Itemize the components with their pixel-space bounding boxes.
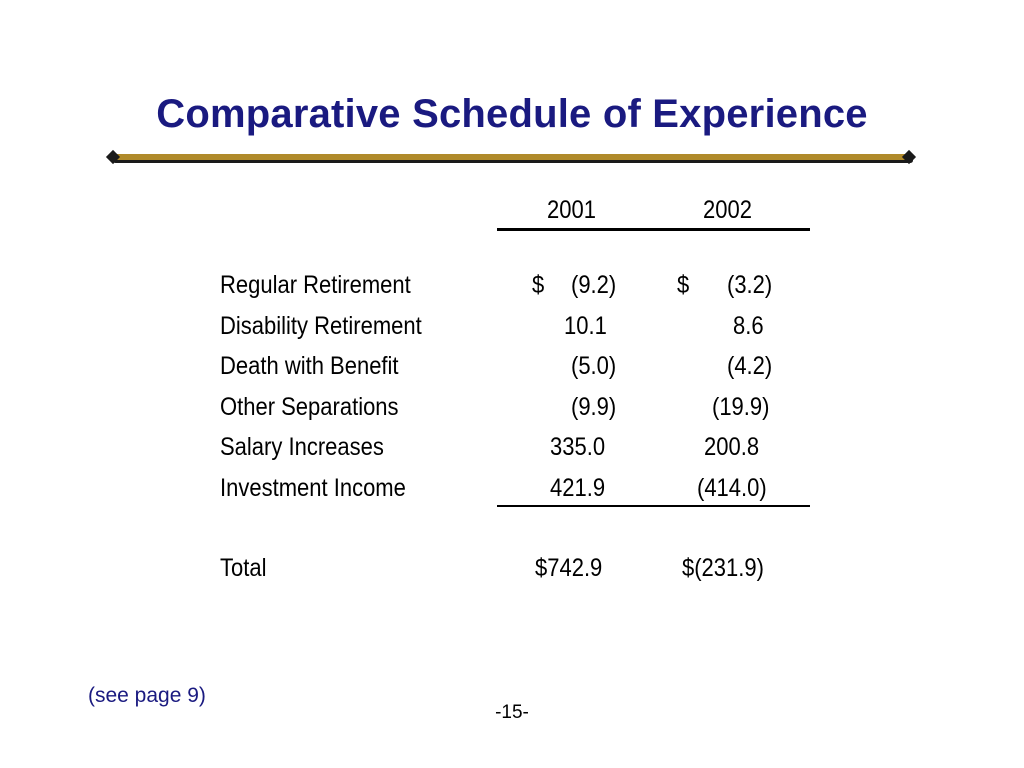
currency-symbol: $	[532, 271, 545, 299]
row-label: Regular Retirement	[220, 271, 411, 299]
value-2001: (5.0)	[571, 352, 617, 380]
row-label: Death with Benefit	[220, 352, 399, 380]
currency-symbol: $	[677, 271, 690, 299]
total-label: Total	[220, 554, 267, 582]
value-2002: (414.0)	[697, 474, 767, 502]
column-header-2002: 2002	[703, 196, 752, 224]
value-2002: (19.9)	[712, 393, 770, 421]
header-rule	[497, 228, 810, 231]
value-2002: 8.6	[733, 312, 764, 340]
total-2001: $742.9	[535, 554, 603, 582]
total-2002: $(231.9)	[682, 554, 764, 582]
value-2001: 10.1	[564, 312, 607, 340]
value-2001: (9.2)	[571, 271, 617, 299]
value-2002: (4.2)	[727, 352, 773, 380]
value-2002: 200.8	[704, 433, 760, 461]
row-label: Other Separations	[220, 393, 399, 421]
footnote: (see page 9)	[88, 684, 206, 707]
column-header-2001: 2001	[547, 196, 596, 224]
value-2001: (9.9)	[571, 393, 617, 421]
row-label: Disability Retirement	[220, 312, 422, 340]
page-number: -15-	[495, 702, 529, 723]
row-label: Salary Increases	[220, 433, 384, 461]
subtotal-rule	[497, 505, 810, 507]
value-2002: (3.2)	[727, 271, 773, 299]
value-2001: 421.9	[550, 474, 606, 502]
value-2001: 335.0	[550, 433, 606, 461]
slide-title: Comparative Schedule of Experience	[156, 92, 868, 136]
row-label: Investment Income	[220, 474, 406, 502]
